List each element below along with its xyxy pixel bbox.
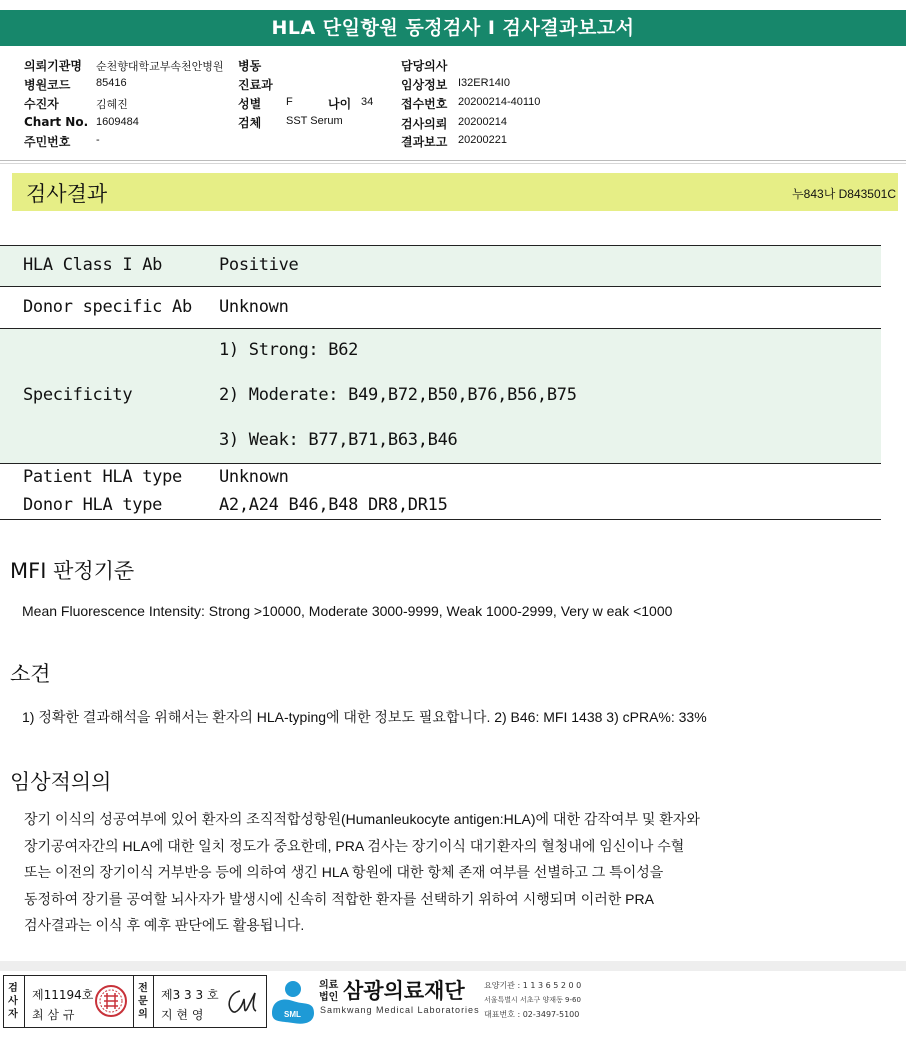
patient-name: 김혜진 — [96, 99, 128, 111]
class1-label: HLA Class I Ab — [23, 255, 163, 275]
specificity-label: Specificity — [23, 385, 133, 405]
divider — [153, 975, 154, 1028]
patient-hla-value: Unknown — [219, 467, 289, 487]
spec-strong: 1) Strong: B62 — [219, 340, 359, 360]
clinical-line: 동정하여 장기를 공여할 뇌사자가 발생시에 신속히 적합한 환자를 선택하기 위하여 시행되며 이러한 PRA — [24, 890, 654, 907]
institution-value: 순천향대학교부속천안병원 — [96, 61, 224, 73]
seal-icon — [94, 984, 128, 1018]
opinion-text: 1) 정확한 결과해석을 위해서는 환자의 HLA-typing에 대한 정보도 필요합니다. 2) B46: MFI 1438 3) cPRA%: 33% — [22, 709, 707, 725]
sex-value: F — [286, 96, 293, 108]
report-label: 결과보고 — [401, 135, 448, 149]
org-english: Samkwang Medical Laboratories — [320, 1005, 480, 1015]
sex-label: 성별 — [238, 97, 262, 111]
table-rule — [0, 463, 881, 464]
clinical-line: 장기공여자간의 HLA에 대한 일치 정도가 중요한데, PRA 검사는 장기이식 대기환자의 혈청내에 임신이나 수혈 — [24, 837, 685, 854]
clinical-info-value: I32ER14I0 — [458, 77, 510, 89]
clinical-info-label: 임상정보 — [401, 78, 448, 92]
specialist-name: 지 현 영 — [161, 1008, 204, 1022]
specialist-vlabel: 전 문 의 — [138, 983, 148, 1020]
divider — [0, 160, 906, 161]
divider — [0, 163, 906, 164]
org-prefix: 의료 법인 — [319, 980, 339, 1003]
signature-icon — [222, 985, 262, 1019]
inspector-name: 최 삼 규 — [32, 1008, 75, 1022]
chart-value: 1609484 — [96, 116, 139, 128]
spec-weak: 3) Weak: B77,B71,B63,B46 — [219, 430, 458, 450]
result-title: 검사결과 — [26, 182, 108, 206]
specimen-label: 검체 — [238, 116, 262, 130]
report-title: HLA 단일항원 동정검사 I 검사결과보고서 — [0, 10, 906, 46]
age-label: 나이 — [328, 97, 352, 111]
reception-label: 접수번호 — [401, 97, 448, 111]
rrn-label: 주민번호 — [24, 135, 71, 149]
specimen-value: SST Serum — [286, 115, 343, 127]
table-rule — [0, 245, 881, 246]
result-header-bar — [12, 173, 898, 211]
divider — [24, 975, 25, 1028]
donor-hla-value: A2,A24 B46,B48 DR8,DR15 — [219, 495, 448, 515]
dsa-label: Donor specific Ab — [23, 297, 192, 317]
opinion-title: 소견 — [10, 662, 51, 686]
report-date: 20200221 — [458, 134, 507, 146]
reception-value: 20200214-40110 — [458, 96, 541, 108]
age-value: 34 — [361, 96, 374, 108]
mfi-title: MFI 판정기준 — [10, 559, 135, 583]
clinical-title: 임상적의의 — [10, 770, 112, 794]
institution-label: 의뢰기관명 — [24, 59, 82, 73]
table-rule — [0, 328, 881, 329]
doctor-label: 담당의사 — [401, 59, 448, 73]
clinical-text — [24, 806, 700, 939]
inspector-license: 제11194호 — [32, 988, 94, 1002]
request-label: 검사의뢰 — [401, 117, 448, 131]
hospital-code-value: 85416 — [96, 77, 127, 89]
patient-hla-label: Patient HLA type — [23, 467, 182, 487]
org-code: 요양기관 : 1 1 3 6 5 2 0 0 — [484, 981, 582, 990]
class1-value: Positive — [219, 255, 299, 275]
request-date: 20200214 — [458, 116, 507, 128]
chart-label: Chart No. — [24, 115, 89, 129]
inspector-vlabel: 검 사 자 — [8, 983, 18, 1020]
specialist-license: 제3 3 3 호 — [161, 988, 219, 1002]
footer-band — [0, 961, 906, 971]
result-code: 누843나 D843501C — [792, 187, 896, 201]
clinical-line: 또는 이전의 장기이식 거부반응 등에 의하여 생긴 HLA 항원에 대한 항체 존재 여부를 선별하고 그 특이성을 — [24, 864, 664, 880]
divider — [133, 975, 134, 1028]
mfi-text: Mean Fluorescence Intensity: Strong >10000, Moderate 3000-9999, Weak 1000-2999, Very w eak <1000 — [22, 603, 673, 619]
dsa-value: Unknown — [219, 297, 289, 317]
org-address: 서울특별시 서초구 양재동 9-60 — [484, 996, 581, 1004]
clinical-line: 장기 이식의 성공여부에 있어 환자의 조직적합성항원(Humanleukocyte antigen:HLA)에 대한 감작여부 및 환자와 — [24, 811, 700, 827]
clinic-label: 진료과 — [238, 78, 273, 92]
samkwang-logo-icon — [270, 977, 316, 1027]
table-rule — [0, 286, 881, 287]
org-phone: 대표번호 : 02-3497-5100 — [484, 1010, 580, 1019]
patient-label: 수진자 — [24, 97, 59, 111]
hospital-code-label: 병원코드 — [24, 78, 71, 92]
clinical-line: 검사결과는 이식 후 예후 판단에도 활용됩니다. — [24, 917, 305, 933]
donor-hla-label: Donor HLA type — [23, 495, 163, 515]
table-rule — [0, 519, 881, 520]
svg-text:SML: SML — [284, 1010, 301, 1019]
dept-label: 병동 — [238, 59, 262, 73]
spec-moderate: 2) Moderate: B49,B72,B50,B76,B56,B75 — [219, 385, 577, 405]
org-name: 삼광의료재단 — [343, 979, 465, 1003]
rrn-value: - — [96, 134, 100, 146]
